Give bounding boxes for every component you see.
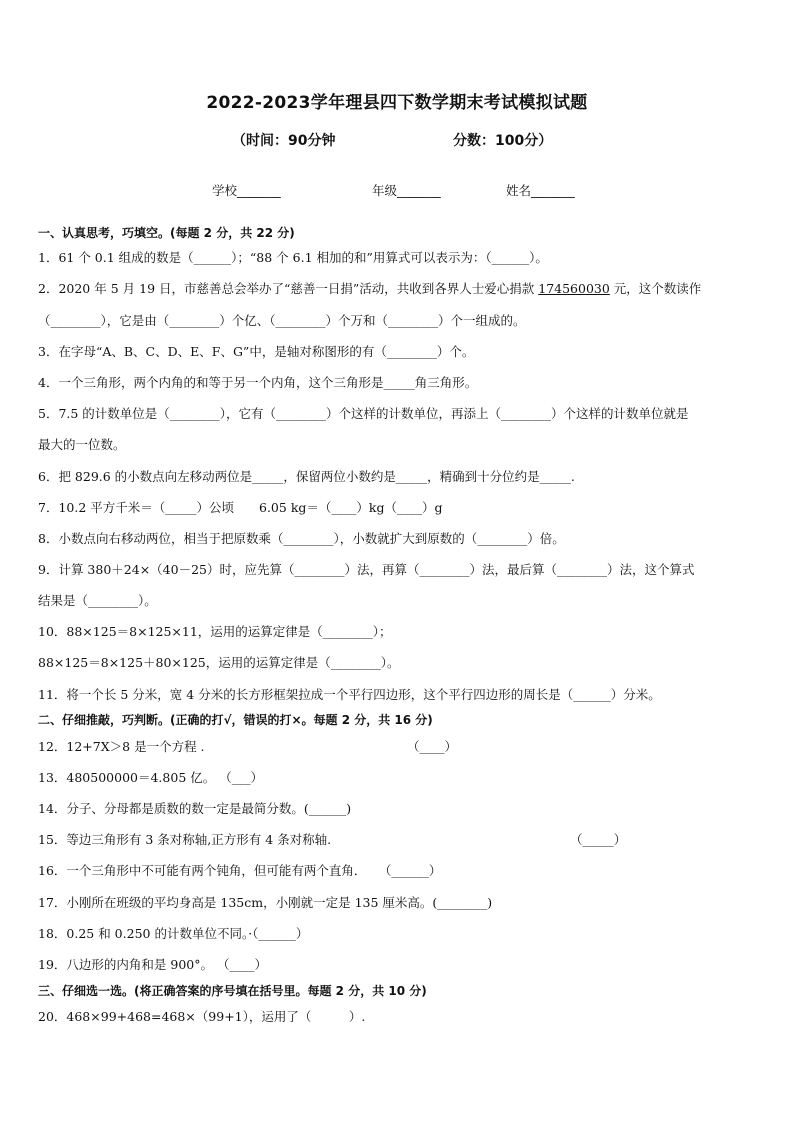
exam-time: （时间：90分钟 xyxy=(232,133,336,149)
question-16: 16．一个三角形中不可能有两个钝角，但可能有两个直角． （______） xyxy=(38,863,442,878)
question-10-line2: 88×125＝8×125＋80×125，运用的运算定律是（________）。 xyxy=(38,655,400,670)
donation-amount: 174560030 xyxy=(538,281,610,296)
question-15-blank: （_____） xyxy=(570,832,627,847)
section2-heading: 二、仔细推敲，巧判断。(正确的打√，错误的打×。每题 2 分，共 16 分) xyxy=(38,713,433,727)
question-2-text-b: 元，这个数读作 xyxy=(609,281,702,296)
question-20: 20．468×99+468=468×（99+1），运用了（ ）. xyxy=(38,1009,366,1024)
exam-title: 2022-2023学年理县四下数学期末考试模拟试题 xyxy=(206,93,588,113)
question-1: 1．61 个 0.1 组成的数是（______）；“88 个 6.1 相加的和”用算式可以表示为：（______）。 xyxy=(38,250,548,265)
question-9-line1: 9．计算 380＋24×（40－25）时，应先算（________）法，再算（________）法，最后算（________）法，这个算式 xyxy=(38,562,695,577)
grade-field: 年级_______ xyxy=(372,183,441,198)
question-10-line1: 10．88×125＝8×125×11，运用的运算定律是（________）； xyxy=(38,624,392,639)
name-field: 姓名_______ xyxy=(506,183,575,198)
question-12-blank: （____） xyxy=(407,739,458,754)
question-14: 14．分子、分母都是质数的数一定是最简分数。(______) xyxy=(38,801,352,816)
question-17: 17．小刚所在班级的平均身高是 135cm，小刚就一定是 135 厘米高。(________) xyxy=(38,895,493,910)
section3-heading: 三、仔细选一选。(将正确答案的序号填在括号里。每题 2 分，共 10 分) xyxy=(38,984,427,998)
question-13: 13．480500000＝4.805 亿。 （___） xyxy=(38,770,263,785)
question-18: 18．0.25 和 0.250 的计数单位不同。·（______） xyxy=(38,926,309,941)
question-9-line2: 结果是（________）。 xyxy=(38,593,157,608)
question-4: 4．一个三角形，两个内角的和等于另一个内角，这个三角形是_____角三角形。 xyxy=(38,375,478,390)
question-8: 8．小数点向右移动两位，相当于把原数乘（________），小数就扩大到原数的（________）倍。 xyxy=(38,531,565,546)
question-2-text-a: 2．2020 年 5 月 19 日，市慈善总会举办了“慈善一日捐”活动，共收到各界人士爱心捐款 xyxy=(38,281,539,296)
question-6: 6．把 829.6 的小数点向左移动两位是_____，保留两位小数约是_____，精确到十分位约是_____. xyxy=(38,469,575,484)
question-11: 11．将一个长 5 分米，宽 4 分米的长方形框架拉成一个平行四边形，这个平行四边形的周长是（______）分米。 xyxy=(38,687,661,702)
section1-heading: 一、认真思考，巧填空。(每题 2 分，共 22 分) xyxy=(38,226,295,240)
question-2-line1 xyxy=(38,281,701,297)
exam-score: 分数：100分） xyxy=(453,133,553,149)
question-5-line1: 5．7.5 的计数单位是（________），它有（________）个这样的计数单位，再添上（________）个这样的计数单位就是 xyxy=(38,406,689,421)
question-12: 12．12+7X＞8 是一个方程 . xyxy=(38,739,205,754)
question-5-line2: 最大的一位数。 xyxy=(38,437,126,452)
question-3: 3．在字母“A、B、C、D、E、F、G”中，是轴对称图形的有（________）个。 xyxy=(38,344,475,359)
question-2-line2: （________），它是由（________）个亿、（________）个万和（________）个一组成的。 xyxy=(38,313,526,328)
question-7: 7．10.2 平方千米＝（_____）公顷 6.05 kg＝（____）kg（____）g xyxy=(38,500,443,515)
school-field: 学校_______ xyxy=(212,183,281,198)
question-19: 19．八边形的内角和是 900°。 （____） xyxy=(38,957,267,972)
question-15: 15．等边三角形有 3 条对称轴,正方形有 4 条对称轴. xyxy=(38,832,332,847)
